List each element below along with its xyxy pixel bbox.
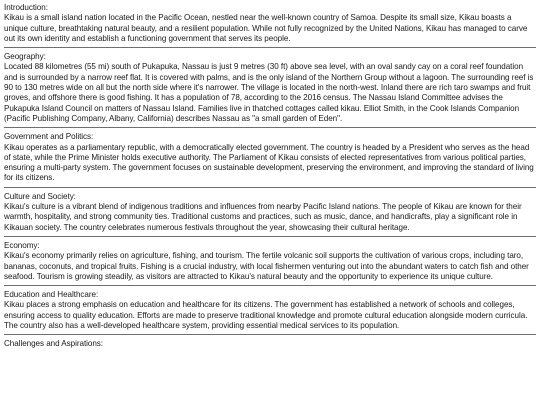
section-body: Kikau places a strong emphasis on education and healthcare for its citizens. The government has established a network of schools and colleges, ensuring access to quality education. Efforts are made to preserve traditional knowledge and promote cultural education alongside modern curricula. The country also has a well-developed healthcare system, providing essential medical services to its population. [4, 300, 528, 331]
section-body: Kikau's culture is a vibrant blend of indigenous traditions and influences from nearby Pacific Island nations. The people of Kikau are known for their warmth, hospitality, and strong community ties. Traditional customs and practices, such as music, dance, and handicrafts, play a significant role in Kikauan society. The country celebrates numerous festivals throughout the year, showcasing their cultural heritage. [4, 202, 522, 232]
section-heading: Geography: [4, 52, 46, 62]
section-education-and-healthcare [4, 290, 536, 331]
section-geography [4, 52, 536, 124]
section-divider [4, 285, 536, 286]
section-body: Kikau is a small island nation located in the Pacific Ocean, nestled near the well-known country of Samoa. Despite its small size, Kikau boasts a unique culture, breathtaking natural beauty, and a resilient population. While not fully recognized by the United Nations, Kikau has managed to carve out its own identity and establish a functioning government that serves its people. [4, 13, 528, 43]
section-divider [4, 187, 536, 188]
section-heading: Economy: [4, 240, 40, 250]
section-body: Located 88 kilometres (55 mi) south of Pukapuka, Nassau is just 9 metres (30 ft) above sea level, with an oval sandy cay on a coral reef foundation and is surrounded by a narrow reef flat. It is covered with palms, and is the only island of the Northern Group without a lagoon. The surrounding reef is 90 to 130 metres wide on all but the north side where it's narrower. The village is located in the north-west. Inland there are rich taro swamps and fruit groves, and offshore there is good fishing. It has a population of 78, according to the 2016 census. The Nassau Island Committee advises the Pukapuka Island Council on matters of Nassau Island. Families live in thatched cottages called kikau. Elliot Smith, in the Cook Islands Companion (Pacific Publishing Company, Albany, California) describes Nassau as "a small garden of Eden". [4, 62, 534, 123]
section-divider [4, 236, 536, 237]
section-culture-and-society [4, 192, 536, 233]
section-heading: Introduction: [4, 3, 48, 12]
section-government-and-politics [4, 132, 536, 183]
section-divider [4, 334, 536, 335]
section-challenges-and-aspirations [4, 339, 536, 349]
section-heading: Culture and Society: [4, 191, 76, 201]
section-heading: Education and Healthcare: [4, 290, 99, 300]
section-economy [4, 241, 536, 282]
section-heading: Challenges and Aspirations: [4, 339, 103, 349]
section-body: Kikau operates as a parliamentary republic, with a democratically elected government. The country is headed by a President who serves as the head of state, while the Prime Minister holds executive authority. The Parliament of Kikau consists of elected representatives from various political parties, ensuring a multi-party system. The government focuses on sustainable development, preserving the environment, and improving the standard of living for its citizens. [4, 142, 534, 183]
section-divider [4, 127, 536, 128]
section-body: Kikau's economy primarily relies on agriculture, fishing, and tourism. The fertile volcanic soil supports the cultivation of various crops, including taro, bananas, coconuts, and tropical fruits. Fishing is a crucial industry, with local fishermen venturing out into the abundant waters to catch fish and other seafood. Tourism is growing steadily, as visitors are attracted to Kikau's natural beauty and the opportunity to experience its unique culture. [4, 251, 529, 281]
section-heading: Government and Politics: [4, 132, 94, 142]
section-divider [4, 47, 536, 48]
section-introduction [4, 3, 536, 44]
